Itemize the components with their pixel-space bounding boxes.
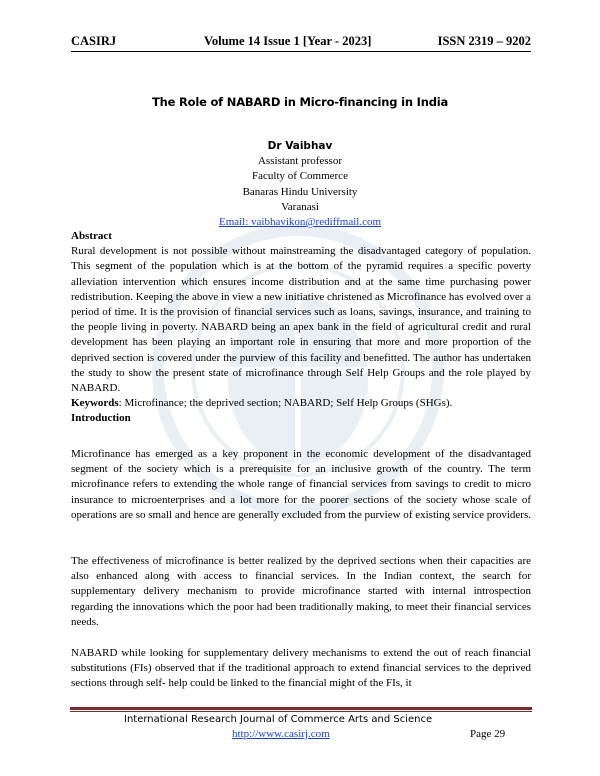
header-volume: Volume 14 Issue 1 [Year - 2023] xyxy=(204,34,372,48)
footer-divider xyxy=(70,707,532,710)
intro-paragraph-2: The effectiveness of microfinance is better realized by the deprived sections when their capacities are also enhanced along with access to financial services. In the Indian context, the search for supplementary delivery mechanism to provide microfinance started with internal introspection regarding the innovations which the poor had been traditionally making, to meet their financial services needs. xyxy=(71,555,531,628)
page-number: Page 29 xyxy=(470,728,506,740)
running-header xyxy=(71,34,531,52)
author-city: Varanasi xyxy=(281,200,319,213)
introduction-heading: Introduction xyxy=(71,412,131,425)
abstract-heading: Abstract xyxy=(71,230,112,242)
abstract-section xyxy=(71,229,531,427)
header-journal: CASIRJ xyxy=(71,34,117,48)
keywords-line xyxy=(71,396,531,411)
author-block xyxy=(0,139,600,230)
author-university: Banaras Hindu University xyxy=(242,185,358,198)
intro-paragraph-3: NABARD while looking for supplementary delivery mechanisms to extend the out of reach financial substitutions (FIs) observed that if the traditional approach to extend financial services to the deprived sections through self- help could be linked to the financial might of the FIs, it xyxy=(71,647,531,690)
keywords-label: Keywords xyxy=(71,397,119,410)
author-faculty: Faculty of Commerce xyxy=(252,170,348,183)
author-email-link[interactable]: Email: vaibhavikon@rediffmail.com xyxy=(218,216,382,229)
header-issn: ISSN 2319 – 9202 xyxy=(437,34,531,48)
paper-title: The Role of NABARD in Micro-financing in India xyxy=(151,95,449,109)
abstract-text: Rural development is not possible without mainstreaming the disadvantaged category of population. This segment of the population which is at the bottom of the pyramid requires a specific poverty alleviation intervention which ensures income distribution and at the same time purchasing power redistribution. Keeping the above in view a new initiative christened as Microfinance has evolved over a period of time. It is the provision of financial services such as loans, savings, insurance, and training to the people living in poverty. NABARD being an apex bank in the field of agricultural credit and rural development has been playing an important role in ensuring that more and more proportion of the deprived section is covered under the purview of this facility and benefitted. The author has undertaken the study to show the present state of microfinance through Self Help Groups and the role played by NABARD. xyxy=(71,245,532,395)
intro-paragraph-1: Microfinance has emerged as a key proponent in the economic development of the disadvantaged segment of the society which is a prerequisite for an inclusive growth of the country. The term microfinance refers to extending the whole range of financial services from savings to credit to micro insurance to microenterprises and a lot more for the poorer sections of the society whose scale of operations are so small and hence are generally excluded from the purview of existing service providers. xyxy=(71,448,531,521)
author-position: Assistant professor xyxy=(257,155,343,168)
author-name: Dr Vaibhav xyxy=(267,140,333,152)
footer-journal-name: International Research Journal of Commerce Arts and Science xyxy=(124,714,433,725)
footer-website-link[interactable]: http://www.casirj.com xyxy=(232,728,330,740)
keywords-text: : Microfinance; the deprived section; NABARD; Self Help Groups (SHGs). xyxy=(118,397,453,410)
footer-divider-thin xyxy=(70,711,532,712)
